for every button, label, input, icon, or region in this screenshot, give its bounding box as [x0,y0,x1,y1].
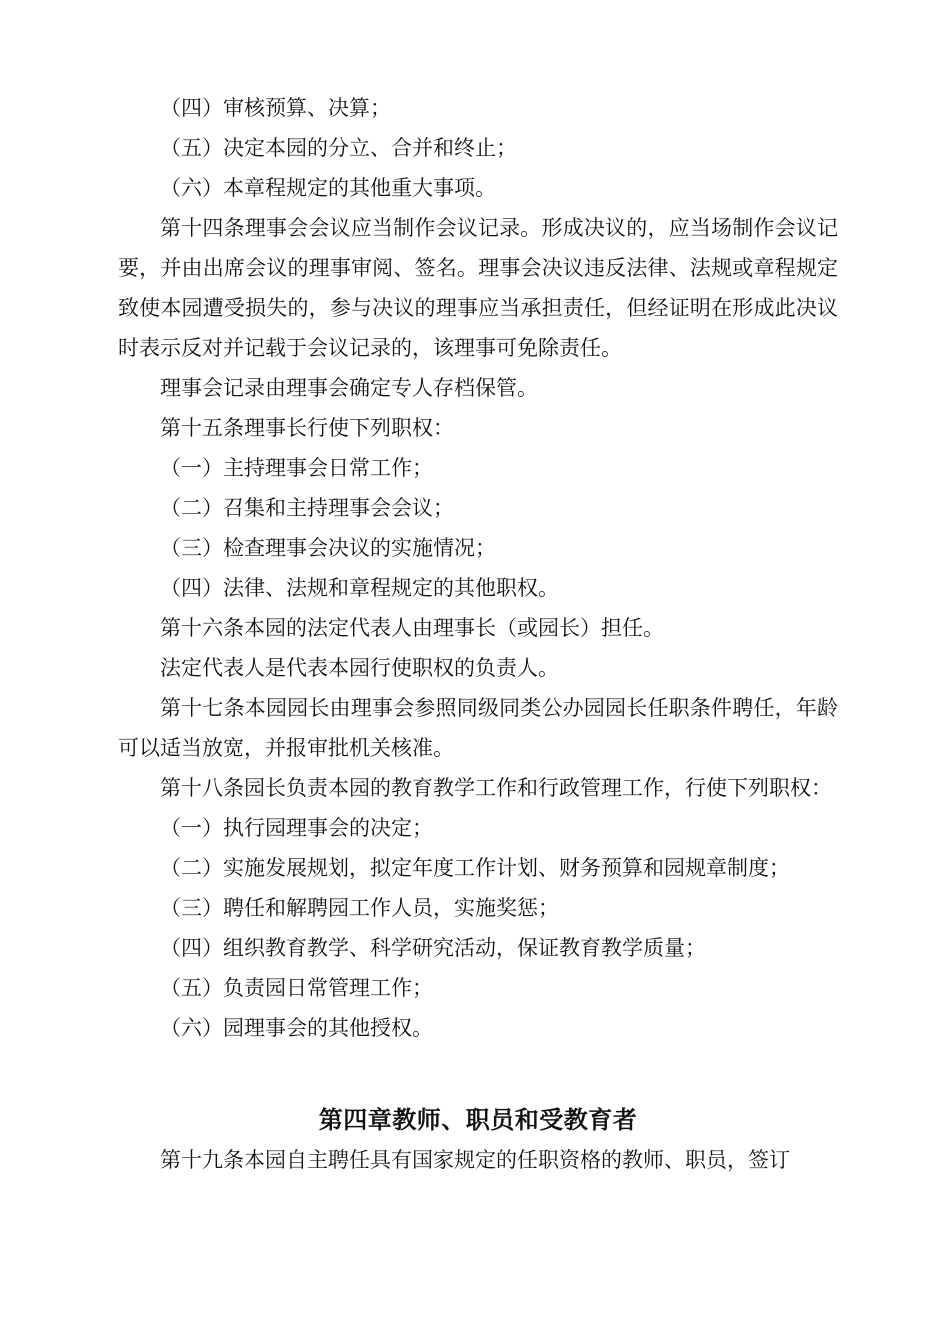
paragraphs-after-chapter [118,1140,838,1180]
paragraphs-before-chapter [118,88,838,1048]
document-body [118,88,838,1180]
paragraph: （六）本章程规定的其他重大事项。 [160,176,496,200]
paragraph: （四）法律、法规和章程规定的其他职权。 [160,576,559,600]
paragraph: （二）召集和主持理事会会议； [160,496,454,520]
paragraph: 理事会记录由理事会确定专人存档保管。 [160,376,538,400]
paragraph: 第十七条本园园长由理事会参照同级同类公办园园长任职条件聘任，年龄可以适当放宽，并报审批机关核准。 [118,696,838,760]
paragraph: （五）决定本园的分立、合并和终止； [160,136,517,160]
paragraph: （一）主持理事会日常工作； [160,456,433,480]
paragraph: （二）实施发展规划，拟定年度工作计划、财务预算和园规章制度； [160,856,790,880]
paragraph: （五）负责园日常管理工作； [160,976,433,1000]
paragraph: 第十九条本园自主聘任具有国家规定的任职资格的教师、职员，签订 [160,1148,790,1172]
chapter-title: 第四章教师、职员和受教育者 [318,1105,638,1134]
paragraph: （六）园理事会的其他授权。 [160,1016,433,1040]
paragraph: 第十四条理事会会议应当制作会议记录。形成决议的，应当场制作会议记要，并由出席会议的理事审阅、签名。理事会决议违反法律、法规或章程规定致使本园遭受损失的，参与决议的理事应当承担责任，但经证明在形成此决议时表示反对并记载于会议记录的，该理事可免除责任。 [118,216,838,360]
paragraph: （一）执行园理事会的决定； [160,816,433,840]
paragraph: （三）检查理事会决议的实施情况； [160,536,496,560]
paragraph: 第十六条本园的法定代表人由理事长（或园长）担任。 [160,616,664,640]
paragraph: 第十八条园长负责本园的教育教学工作和行政管理工作，行使下列职权： [160,776,832,800]
paragraph: 第十五条理事长行使下列职权： [160,416,454,440]
chapter-spacer [118,1048,838,1100]
paragraph: （四）组织教育教学、科学研究活动，保证教育教学质量； [160,936,706,960]
paragraph: 法定代表人是代表本园行使职权的负责人。 [160,656,559,680]
paragraph: （四）审核预算、决算； [160,96,391,120]
paragraph: （三）聘任和解聘园工作人员，实施奖惩； [160,896,559,920]
